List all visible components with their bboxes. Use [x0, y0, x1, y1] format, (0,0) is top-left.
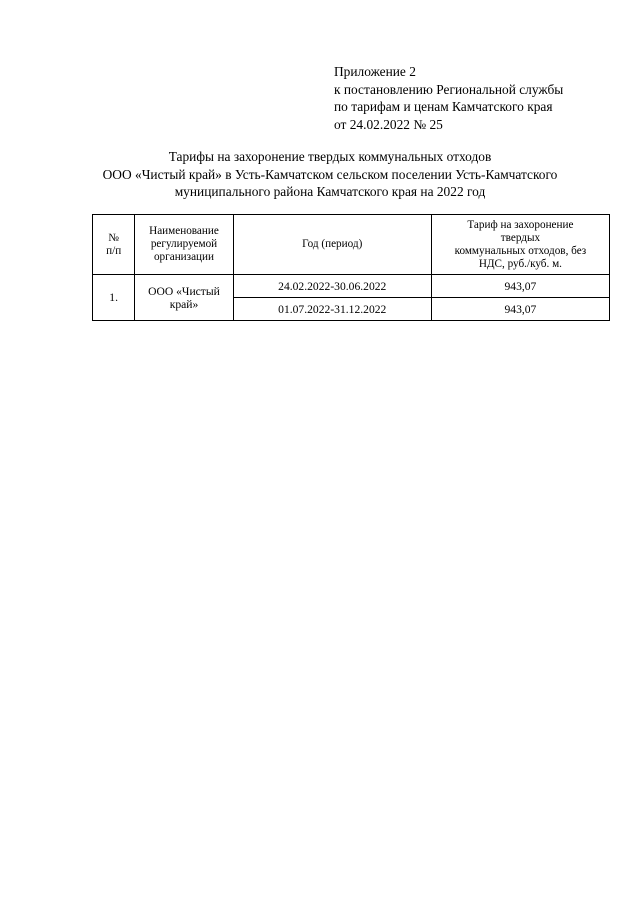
- table-row: [93, 275, 610, 298]
- row-period: 24.02.2022-30.06.2022: [233, 275, 431, 298]
- header-tariff-line: Тариф на захоронение: [467, 218, 574, 231]
- tariff-table: [92, 214, 610, 321]
- title-line: ООО «Чистый край» в Усть-Камчатском сельском поселении Усть-Камчатского: [102, 166, 558, 182]
- row-tariff: 943,07: [431, 275, 609, 298]
- header-tariff: [431, 215, 609, 275]
- appendix-line: от 24.02.2022 № 25: [334, 116, 443, 132]
- header-organization-line: организации: [153, 251, 215, 263]
- header-tariff-line: НДС, руб./куб. м.: [478, 257, 562, 270]
- header-number-line: №: [108, 231, 119, 244]
- header-organization-line: Наименование: [149, 225, 219, 237]
- header-tariff-line: твердых: [500, 231, 541, 244]
- appendix-line: Приложение 2: [334, 64, 416, 79]
- header-organization-line: регулируемой: [150, 238, 218, 250]
- appendix-line: к постановлению Региональной службы: [334, 81, 564, 97]
- appendix-line: по тарифам и ценам Камчатского края: [334, 99, 553, 115]
- document-title: [60, 148, 600, 201]
- header-tariff-line: коммунальных отходов, без: [454, 244, 587, 257]
- table-header-row: [93, 215, 610, 275]
- title-line: Тарифы на захоронение твердых коммунальных отходов: [168, 149, 492, 164]
- header-number: [93, 215, 135, 275]
- appendix-block: [334, 63, 563, 133]
- header-number-line: п/п: [106, 244, 122, 257]
- row-tariff: 943,07: [431, 298, 609, 321]
- title-line: муниципального района Камчатского края на 2022 год: [174, 184, 486, 200]
- row-organization-line: край»: [169, 297, 199, 311]
- row-number: 1.: [93, 275, 135, 321]
- header-organization: [135, 215, 233, 275]
- header-period: Год (период): [233, 215, 431, 275]
- row-organization-line: ООО «Чистый: [148, 284, 220, 298]
- row-organization: [135, 275, 233, 321]
- row-period: 01.07.2022-31.12.2022: [233, 298, 431, 321]
